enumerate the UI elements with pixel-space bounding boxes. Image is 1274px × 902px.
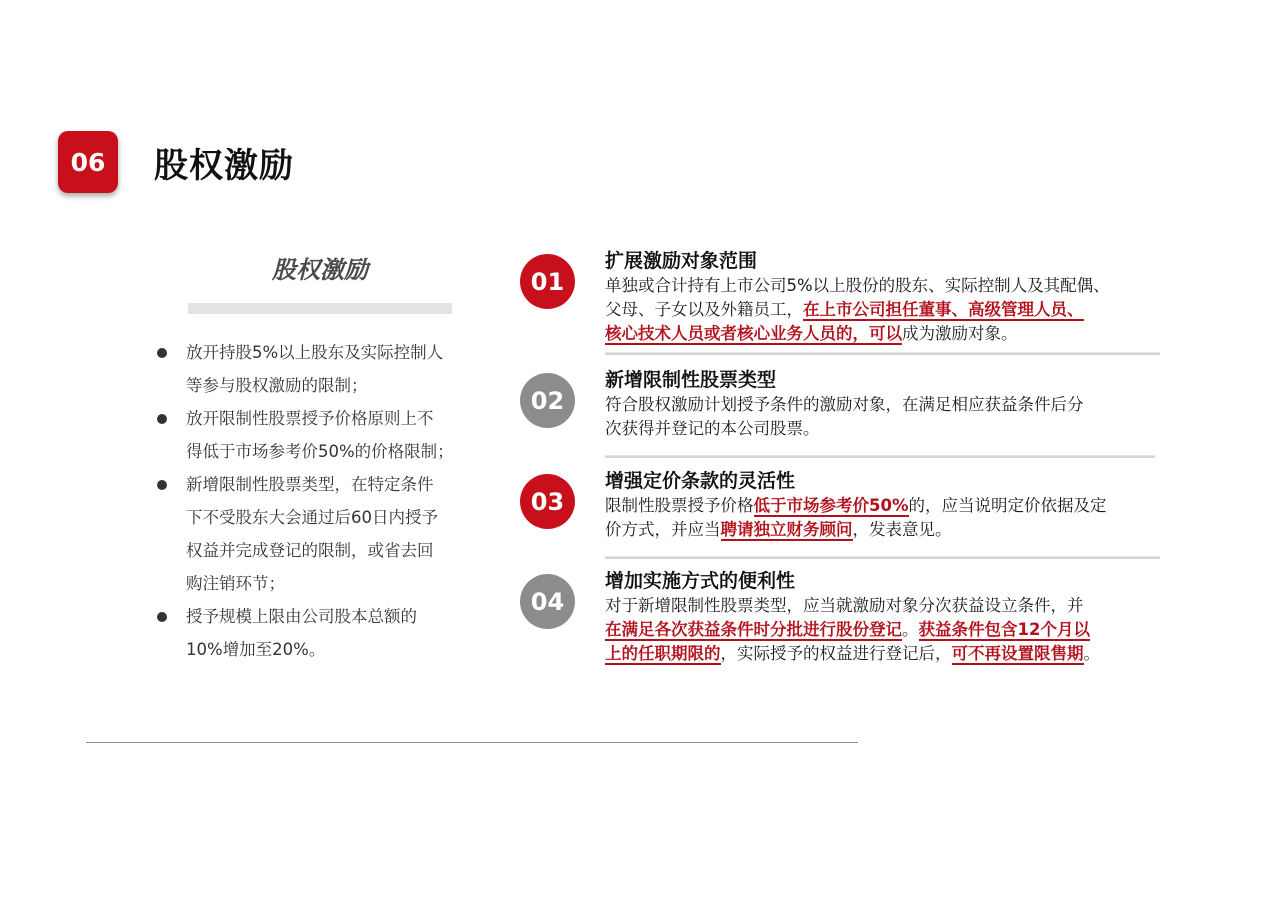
highlight-text: 聘请独立财务顾问 <box>720 520 853 539</box>
item-body: 对于新增限制性股票类型，应当就激励对象分次获益设立条件，并 在满足各次获益条件时分批进行股份登记。获益条件包含12个月以 上的任职期限的，实际授予的权益进行登记后，可不再设置限售期。 <box>605 596 1100 663</box>
summary-bullet-list <box>154 336 484 666</box>
bullet-dot-icon <box>157 480 167 490</box>
highlight-text: 核心技术人员或者核心业务人员的，可以 <box>605 324 902 343</box>
bottom-divider <box>86 742 858 743</box>
item-body: 单独或合计持有上市公司5%以上股份的股东、实际控制人及其配偶、 父母、子女以及外籍员工，在上市公司担任董事、高级管理人员、 核心技术人员或者核心业务人员的，可以成为激励对象。 <box>605 276 1110 343</box>
item-separator <box>605 352 1160 355</box>
item-number-badge: 04 <box>520 574 575 629</box>
bullet-item: 放开持股5%以上股东及实际控制人 等参与股权激励的限制； <box>154 336 484 402</box>
item-separator <box>605 455 1155 458</box>
highlight-text: 可不再设置限售期 <box>951 644 1084 663</box>
bullet-item: 授予规模上限由公司股本总额的 10%增加至20%。 <box>154 600 484 666</box>
item-body: 限制性股票授予价格低于市场参考价50%的，应当说明定价依据及定 价方式，并应当聘请独立财务顾问，发表意见。 <box>605 496 1107 539</box>
section-number-badge: 06 <box>58 131 118 193</box>
highlight-text: 在满足各次获益条件时分批进行股份登记 <box>605 620 902 639</box>
highlight-text: 获益条件包含12个月以 <box>918 620 1090 639</box>
item-number-badge: 02 <box>520 373 575 428</box>
highlight-text: 上的任职期限的 <box>605 644 721 663</box>
bullet-item: 放开限制性股票授予价格原则上不 得低于市场参考价50%的价格限制； <box>154 402 484 468</box>
item-number-badge: 03 <box>520 474 575 529</box>
item-separator <box>605 556 1160 559</box>
item-title: 新增限制性股票类型 <box>605 369 777 391</box>
bullet-dot-icon <box>157 414 167 424</box>
highlight-text: 低于市场参考价50% <box>753 496 909 515</box>
item-body: 符合股权激励计划授予条件的激励对象，在满足相应获益条件后分 次获得并登记的本公司股票。 <box>605 395 1084 438</box>
item-title: 扩展激励对象范围 <box>605 250 758 272</box>
item-number-badge: 01 <box>520 254 575 309</box>
highlight-text: 在上市公司担任董事、高级管理人员、 <box>803 300 1084 319</box>
left-panel-title: 股权激励 <box>272 256 368 284</box>
bullet-dot-icon <box>157 612 167 622</box>
bullet-item: 新增限制性股票类型，在特定条件 下不受股东大会通过后60日内授予 权益并完成登记的限制，或省去回 购注销环节； <box>154 468 484 600</box>
item-title: 增强定价条款的灵活性 <box>605 470 796 492</box>
page-title: 股权激励 <box>154 146 294 186</box>
left-title-underline-bar <box>188 303 452 314</box>
bullet-dot-icon <box>157 348 167 358</box>
item-title: 增加实施方式的便利性 <box>605 570 796 592</box>
